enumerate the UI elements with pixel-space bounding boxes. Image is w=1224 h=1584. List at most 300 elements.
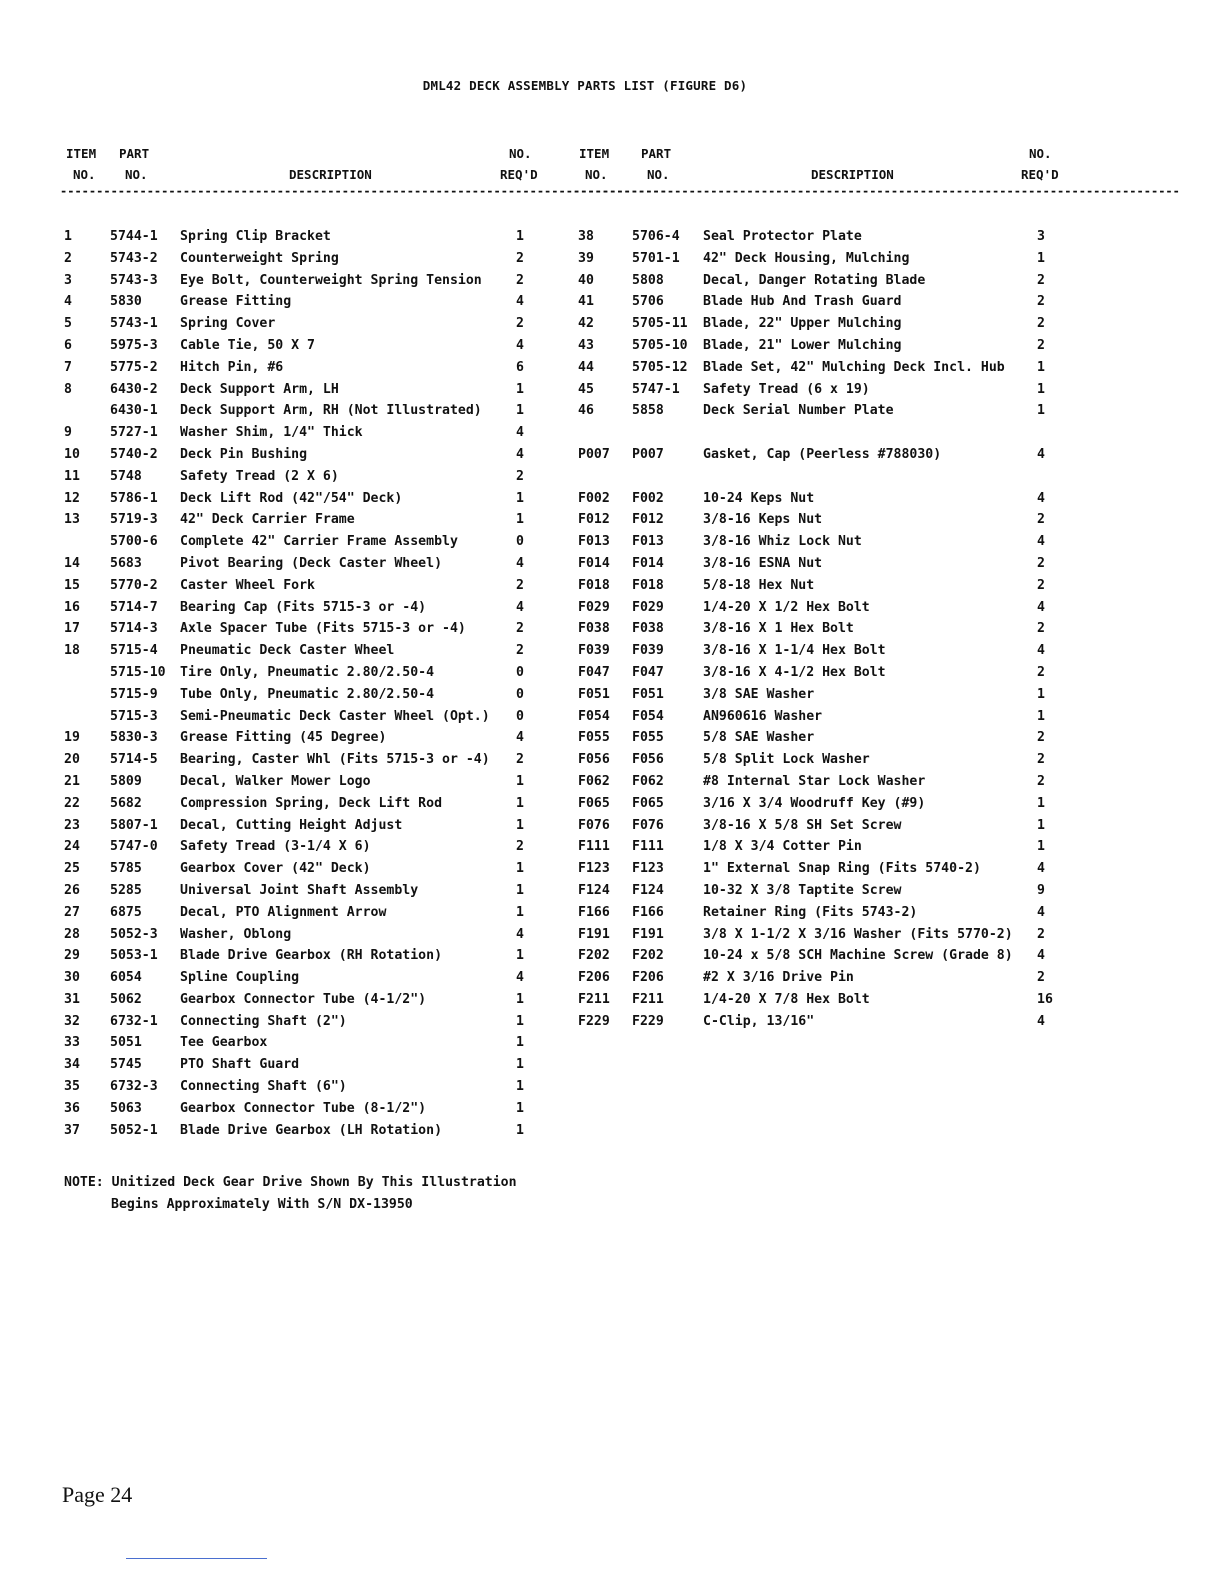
table-row [60, 447, 544, 469]
part-description: Blade Hub And Trash Guard [703, 294, 902, 310]
part-number: 5715-3 [110, 708, 158, 724]
quantity-required: 1 [516, 904, 524, 920]
table-row [573, 905, 1063, 927]
part-number: 5705-10 [632, 337, 688, 353]
part-description: Gearbox Cover (42" Deck) [180, 861, 371, 877]
item-number: F014 [578, 555, 610, 571]
item-number: 45 [578, 381, 594, 397]
part-number: 5053-1 [110, 948, 158, 964]
item-number: 4 [64, 294, 72, 310]
item-number: 35 [64, 1079, 80, 1095]
table-row [60, 338, 544, 360]
table-row [60, 360, 544, 382]
part-description: Gearbox Connector Tube (4-1/2") [180, 991, 427, 1007]
table-row [573, 774, 1063, 796]
part-description: 3/8 SAE Washer [703, 686, 815, 702]
quantity-required: 2 [516, 272, 524, 288]
part-number: 5682 [110, 795, 142, 811]
part-number: F013 [632, 534, 664, 550]
item-number: 32 [64, 1013, 80, 1029]
quantity-required: 4 [516, 926, 524, 942]
part-description: 10-24 x 5/8 SCH Machine Screw (Grade 8) [703, 948, 1013, 964]
quantity-required: 2 [1037, 555, 1045, 571]
part-number: F038 [632, 621, 664, 637]
table-row [60, 1079, 544, 1101]
parts-table-right [573, 143, 1180, 1035]
item-number: 2 [64, 250, 72, 266]
quantity-required: 0 [516, 708, 524, 724]
item-number: 33 [64, 1035, 80, 1051]
item-number: 28 [64, 926, 80, 942]
part-description: Counterweight Spring [180, 250, 339, 266]
quantity-required: 2 [1037, 970, 1045, 986]
item-number: 12 [64, 490, 80, 506]
part-number: 5747-1 [632, 381, 680, 397]
item-number: 1 [64, 229, 72, 244]
header-part-bottom: NO. [125, 167, 148, 182]
part-description: Decal, PTO Alignment Arrow [180, 904, 387, 920]
part-number: 5809 [110, 773, 142, 789]
item-number: 27 [64, 904, 80, 920]
part-description: 3/8-16 ESNA Nut [703, 555, 823, 571]
table-row [60, 992, 544, 1014]
quantity-required: 4 [1037, 446, 1045, 462]
table-row [60, 905, 544, 927]
part-description: 3/8-16 X 1 Hex Bolt [703, 621, 854, 637]
parts-rows-left [60, 229, 544, 1144]
item-number: F123 [578, 861, 610, 877]
item-number: 21 [64, 773, 80, 789]
part-description: Bearing Cap (Fits 5715-3 or -4) [180, 599, 427, 615]
quantity-required: 2 [516, 468, 524, 484]
quantity-required: 1 [1037, 403, 1045, 419]
header-rule: ------------------------------------------------------------------------------------ [573, 184, 1180, 198]
table-row [60, 229, 544, 251]
part-description: 5/8-18 Hex Nut [703, 577, 815, 593]
part-description: Grease Fitting (45 Degree) [180, 730, 387, 746]
quantity-required: 3 [1037, 229, 1045, 244]
item-number: F029 [578, 599, 610, 615]
table-row [573, 665, 1063, 687]
table-row [573, 992, 1063, 1014]
header-part-top: PART [119, 146, 150, 161]
quantity-required: 1 [516, 1013, 524, 1029]
part-number: 5858 [632, 403, 664, 419]
part-number: 5052-1 [110, 1122, 158, 1138]
part-number: 5807-1 [110, 817, 158, 833]
quantity-required: 2 [516, 752, 524, 768]
table-row [573, 512, 1063, 534]
table-row [60, 578, 544, 600]
item-number: 5 [64, 316, 72, 332]
quantity-required: 1 [1037, 708, 1045, 724]
item-number: 37 [64, 1122, 80, 1138]
part-number: 5715-4 [110, 643, 158, 659]
table-row [573, 861, 1063, 883]
item-number: 40 [578, 272, 594, 288]
table-row [573, 709, 1063, 731]
table-row [573, 273, 1063, 295]
header-part-bottom: NO. [647, 167, 670, 182]
table-row [60, 665, 544, 687]
part-number: F206 [632, 970, 664, 986]
item-number: F076 [578, 817, 610, 833]
part-description: Grease Fitting [180, 294, 292, 310]
part-number: 5830-3 [110, 730, 158, 746]
table-row [573, 818, 1063, 840]
quantity-required: 4 [516, 337, 524, 353]
quantity-required: 1 [516, 1122, 524, 1138]
table-row [60, 316, 544, 338]
part-description: Caster Wheel Fork [180, 577, 315, 593]
item-number: F054 [578, 708, 610, 724]
quantity-required: 2 [1037, 316, 1045, 332]
part-description: 5/8 SAE Washer [703, 730, 815, 746]
table-row [573, 491, 1063, 513]
header-qty-top: NO. [509, 146, 532, 161]
quantity-required: 4 [516, 446, 524, 462]
quantity-required: 4 [516, 294, 524, 310]
table-row [60, 403, 544, 425]
part-number: 5063 [110, 1100, 142, 1116]
table-row [573, 927, 1063, 949]
quantity-required: 1 [1037, 250, 1045, 266]
part-number: 5770-2 [110, 577, 158, 593]
part-number: 5715-9 [110, 686, 158, 702]
item-number: F056 [578, 752, 610, 768]
quantity-required: 1 [516, 229, 524, 244]
table-header [573, 143, 1063, 185]
table-row [573, 447, 1063, 469]
table-row [60, 643, 544, 665]
item-number: 43 [578, 337, 594, 353]
part-description: Deck Pin Bushing [180, 446, 308, 462]
part-description: Deck Serial Number Plate [703, 403, 894, 419]
note-line-1: NOTE: Unitized Deck Gear Drive Shown By This Illustration [64, 1175, 517, 1190]
part-number: F029 [632, 599, 664, 615]
part-number: F018 [632, 577, 664, 593]
table-row [573, 1014, 1063, 1036]
header-qty-bottom: REQ'D [1021, 167, 1059, 182]
item-number: F211 [578, 991, 610, 1007]
part-number: 5830 [110, 294, 142, 310]
table-row [573, 229, 1063, 251]
part-number: 6732-1 [110, 1013, 158, 1029]
part-number: 5775-2 [110, 359, 158, 375]
table-row [573, 970, 1063, 992]
part-description: Blade Set, 42" Mulching Deck Incl. Hub [703, 359, 1005, 375]
quantity-required: 1 [516, 1100, 524, 1116]
table-row [60, 818, 544, 840]
divider [126, 1558, 267, 1559]
item-number: F039 [578, 643, 610, 659]
part-description: Washer, Oblong [180, 926, 292, 942]
header-item-top: ITEM [579, 146, 610, 161]
table-row [573, 752, 1063, 774]
part-number: 5706-4 [632, 229, 680, 244]
note [64, 1172, 517, 1216]
part-number: 6054 [110, 970, 142, 986]
part-description: Seal Protector Plate [703, 229, 862, 244]
table-row [573, 839, 1063, 861]
table-row [60, 1014, 544, 1036]
item-number: 15 [64, 577, 80, 593]
table-row [60, 425, 544, 447]
quantity-required: 4 [1037, 861, 1045, 877]
item-number: 23 [64, 817, 80, 833]
table-row [60, 927, 544, 949]
part-number: 5051 [110, 1035, 142, 1051]
part-description: 1" External Snap Ring (Fits 5740-2) [703, 861, 981, 877]
table-row [60, 709, 544, 731]
part-number: F166 [632, 904, 664, 920]
part-description: Safety Tread (2 X 6) [180, 468, 339, 484]
header-item-bottom: NO. [73, 167, 96, 182]
header-qty-bottom: REQ'D [500, 167, 538, 182]
part-description: Pivot Bearing (Deck Caster Wheel) [180, 555, 443, 571]
item-number: 9 [64, 425, 72, 441]
quantity-required: 2 [1037, 512, 1045, 528]
table-row [60, 382, 544, 404]
part-description: 3/8-16 X 5/8 SH Set Screw [703, 817, 902, 833]
part-description: Spring Clip Bracket [180, 229, 331, 244]
table-row [573, 643, 1063, 665]
quantity-required: 1 [1037, 795, 1045, 811]
part-description: Bearing, Caster Whl (Fits 5715-3 or -4) [180, 752, 490, 768]
quantity-required: 2 [516, 839, 524, 855]
quantity-required: 2 [516, 621, 524, 637]
item-number: 42 [578, 316, 594, 332]
quantity-required: 16 [1037, 991, 1053, 1007]
table-row [573, 251, 1063, 273]
note-line-2: Begins Approximately With S/N DX-13950 [111, 1197, 413, 1212]
item-number: 30 [64, 970, 80, 986]
item-number: F002 [578, 490, 610, 506]
quantity-required: 4 [516, 425, 524, 441]
table-row [60, 948, 544, 970]
quantity-required: 1 [1037, 839, 1045, 855]
item-number: P007 [578, 446, 610, 462]
item-number: 29 [64, 948, 80, 964]
part-description: AN960616 Washer [703, 708, 823, 724]
part-number: 5786-1 [110, 490, 158, 506]
part-number: 6430-1 [110, 403, 158, 419]
part-description: Deck Support Arm, RH (Not Illustrated) [180, 403, 482, 419]
quantity-required: 1 [1037, 817, 1045, 833]
page-number: Page 24 [62, 1482, 133, 1507]
part-description: 5/8 Split Lock Washer [703, 752, 870, 768]
part-description: Connecting Shaft (2") [180, 1013, 347, 1029]
header-description: DESCRIPTION [289, 167, 372, 182]
document-title: DML42 DECK ASSEMBLY PARTS LIST (FIGURE D6) [422, 78, 748, 93]
table-row [60, 730, 544, 752]
quantity-required: 1 [516, 882, 524, 898]
quantity-required: 2 [1037, 730, 1045, 746]
part-description: Blade, 22" Upper Mulching [703, 316, 902, 332]
part-description: 10-32 X 3/8 Taptite Screw [703, 882, 902, 898]
part-description: Hitch Pin, #6 [180, 359, 284, 375]
table-row [573, 621, 1063, 643]
item-number: 13 [64, 512, 80, 528]
part-number: 5715-10 [110, 664, 166, 680]
part-number: 6875 [110, 904, 142, 920]
quantity-required: 2 [1037, 926, 1045, 942]
item-number: 7 [64, 359, 72, 375]
table-row [60, 294, 544, 316]
quantity-required: 4 [516, 599, 524, 615]
part-description: Pneumatic Deck Caster Wheel [180, 643, 395, 659]
part-number: F229 [632, 1013, 664, 1029]
part-description: 3/16 X 3/4 Woodruff Key (#9) [703, 795, 926, 811]
table-row [60, 600, 544, 622]
quantity-required: 2 [516, 316, 524, 332]
quantity-required: 2 [1037, 577, 1045, 593]
part-number: 5714-3 [110, 621, 158, 637]
part-number: 5719-3 [110, 512, 158, 528]
part-description: 42" Deck Carrier Frame [180, 512, 355, 528]
table-row [573, 556, 1063, 578]
table-row [60, 774, 544, 796]
part-number: 5706 [632, 294, 664, 310]
part-number: F055 [632, 730, 664, 746]
part-description: Connecting Shaft (6") [180, 1079, 347, 1095]
part-description: Blade Drive Gearbox (LH Rotation) [180, 1122, 443, 1138]
quantity-required: 4 [1037, 948, 1045, 964]
part-description: #8 Internal Star Lock Washer [703, 773, 926, 789]
header-item-bottom: NO. [585, 167, 608, 182]
table-header [60, 143, 544, 185]
part-number: 5743-1 [110, 316, 158, 332]
table-row [573, 883, 1063, 905]
table-row [60, 796, 544, 818]
table-row [573, 382, 1063, 404]
part-number: 5705-11 [632, 316, 688, 332]
item-number: F047 [578, 664, 610, 680]
item-number: 14 [64, 555, 80, 571]
quantity-required: 2 [1037, 621, 1045, 637]
item-number: F051 [578, 686, 610, 702]
part-number: 5714-5 [110, 752, 158, 768]
part-description: PTO Shaft Guard [180, 1057, 300, 1073]
quantity-required: 1 [516, 1079, 524, 1095]
part-number: F047 [632, 664, 664, 680]
item-number: 11 [64, 468, 80, 484]
part-description: Compression Spring, Deck Lift Rod [180, 795, 443, 811]
part-number: F062 [632, 773, 664, 789]
part-description: Semi-Pneumatic Deck Caster Wheel (Opt.) [180, 708, 490, 724]
quantity-required: 2 [1037, 294, 1045, 310]
quantity-required: 1 [516, 1035, 524, 1051]
table-row [60, 1123, 544, 1145]
item-number: F111 [578, 839, 610, 855]
table-row [573, 796, 1063, 818]
part-number: 5747-0 [110, 839, 158, 855]
table-row [573, 294, 1063, 316]
part-description: Blade Drive Gearbox (RH Rotation) [180, 948, 443, 964]
part-number: 5975-3 [110, 337, 158, 353]
quantity-required: 2 [516, 643, 524, 659]
part-description: Cable Tie, 50 X 7 [180, 337, 315, 353]
table-row [60, 556, 544, 578]
part-description: Retainer Ring (Fits 5743-2) [703, 904, 918, 920]
part-number: 5745 [110, 1057, 142, 1073]
quantity-required: 4 [1037, 1013, 1045, 1029]
item-number: 34 [64, 1057, 80, 1073]
item-number: 46 [578, 403, 594, 419]
header-rule: ------------------------------------------------------------------------------------ [60, 184, 667, 198]
quantity-required: 1 [516, 381, 524, 397]
quantity-required: 4 [1037, 599, 1045, 615]
part-description: 3/8-16 Keps Nut [703, 512, 823, 528]
table-row [573, 600, 1063, 622]
part-number: F039 [632, 643, 664, 659]
part-number: F056 [632, 752, 664, 768]
table-row [573, 948, 1063, 970]
part-description: Safety Tread (3-1/4 X 6) [180, 839, 371, 855]
item-number: F065 [578, 795, 610, 811]
part-description: 1/8 X 3/4 Cotter Pin [703, 839, 862, 855]
quantity-required: 1 [516, 490, 524, 506]
item-number: F124 [578, 882, 610, 898]
item-number: 19 [64, 730, 80, 746]
quantity-required: 4 [1037, 643, 1045, 659]
header-description: DESCRIPTION [811, 167, 894, 182]
quantity-required: 2 [1037, 272, 1045, 288]
item-number: 18 [64, 643, 80, 659]
table-row [573, 316, 1063, 338]
item-number: F055 [578, 730, 610, 746]
part-description: 3/8-16 Whiz Lock Nut [703, 534, 862, 550]
header-qty-top: NO. [1029, 146, 1052, 161]
item-number: F013 [578, 534, 610, 550]
part-description: Decal, Walker Mower Logo [180, 773, 371, 789]
part-description: Tee Gearbox [180, 1035, 268, 1051]
quantity-required: 9 [1037, 882, 1045, 898]
item-number: 44 [578, 359, 594, 375]
part-number: 5785 [110, 861, 142, 877]
part-number: 5740-2 [110, 446, 158, 462]
part-number: 5285 [110, 882, 142, 898]
part-number: F111 [632, 839, 664, 855]
part-number: 5062 [110, 991, 142, 1007]
item-number: F202 [578, 948, 610, 964]
part-description: 3/8 X 1-1/2 X 3/16 Washer (Fits 5770-2) [703, 926, 1013, 942]
table-row [60, 687, 544, 709]
table-row [60, 621, 544, 643]
part-number: 6732-3 [110, 1079, 158, 1095]
quantity-required: 0 [516, 534, 524, 550]
table-row [60, 251, 544, 273]
part-description: Decal, Danger Rotating Blade [703, 272, 926, 288]
quantity-required: 1 [1037, 381, 1045, 397]
part-description: Blade, 21" Lower Mulching [703, 337, 902, 353]
part-description: Complete 42" Carrier Frame Assembly [180, 534, 458, 550]
part-number: F191 [632, 926, 664, 942]
part-description: 3/8-16 X 1-1/4 Hex Bolt [703, 643, 886, 659]
part-description: Universal Joint Shaft Assembly [180, 882, 419, 898]
part-description: Washer Shim, 1/4" Thick [180, 425, 363, 441]
item-number: 26 [64, 882, 80, 898]
part-description: Deck Support Arm, LH [180, 381, 339, 397]
item-number: 39 [578, 250, 594, 266]
quantity-required: 1 [516, 795, 524, 811]
table-row [60, 273, 544, 295]
part-number: P007 [632, 446, 664, 462]
quantity-required: 1 [516, 403, 524, 419]
table-row [573, 338, 1063, 360]
table-row [60, 1057, 544, 1079]
quantity-required: 1 [1037, 359, 1045, 375]
